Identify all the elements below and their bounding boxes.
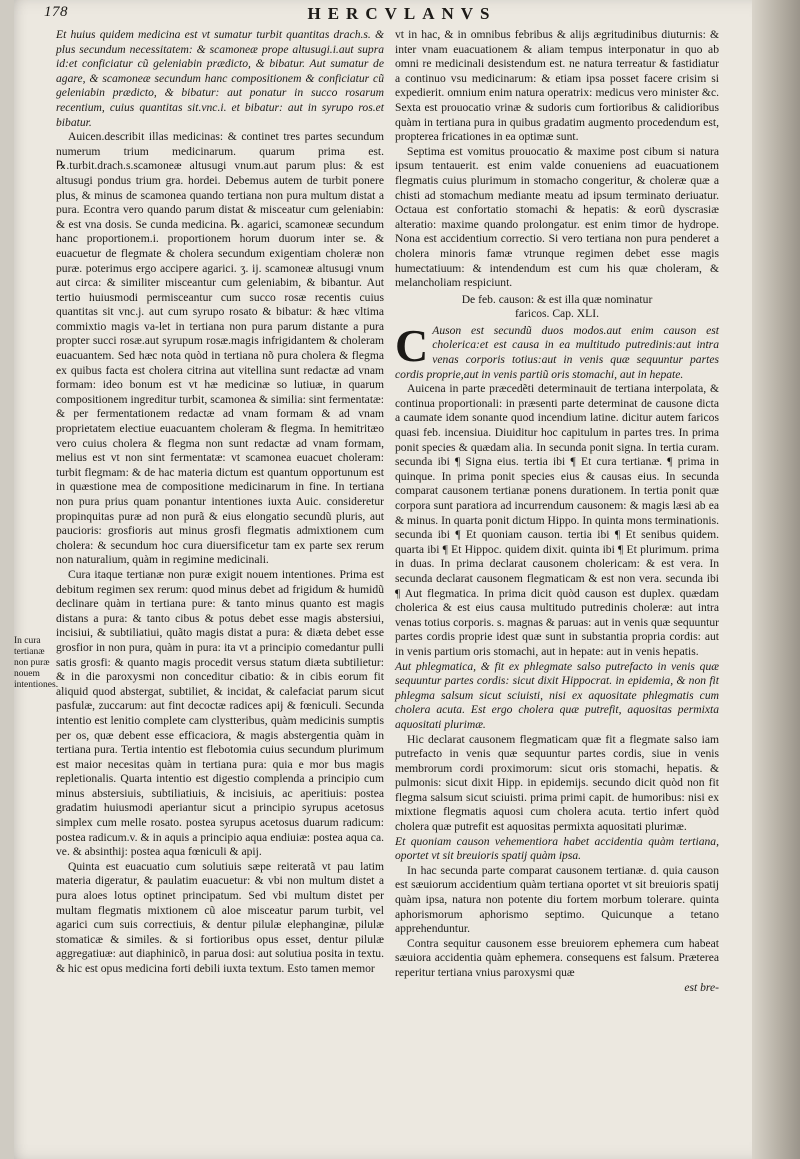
margin-note: In cura tertianæ non puræ nouem intentiones. [14,636,59,690]
paragraph: vt in hac, & in omnibus febribus & alijs ægritudinibus diuturnis: & inter vnam euacuationem & aliam tempus interponatur in quo ab omni re medicinali desistendum est. ne natura terreatur & fastidiatur a continuo vsu medicinarum: & etiam ipsa posset facere crisim si expedierit. omnium enim natura operatrix: medicus vero minister &c. Sexta est prouocatio vrinæ & sudoris cum fortioribus & calidioribus quàm in tertiana pura in quibus gradatim augmento procedendum est, propterea fricationes in ea optimæ sunt. [395,28,719,144]
left-column [56,28,384,977]
paragraph: Auicena in parte præcedẽti determinauit de tertiana interpolata, & continua proportionali: in præsenti parte determinat de causone dicta a caumate idem sonante quod incendium latine. dicitur autem faricos quasi feb. incensiua. Diuiditur hoc capitulum in partes tres. In prima ponit species & quædam alia. In secunda ponit signa. In tertia curam. secunda ibi ¶ Signa eius. tertia ibi ¶ Et cura tertianæ. ¶ prima in quinque. In prima ponit species eius & causas eius. In secunda comparat causonem tertianæ ponens durationem. In tertia ponit quæ corpora sunt paratiora ad incurrendum causonem: & magis læsi ab ea & minus. In quarta ponit dictum Hippo. In quinta mons terminationis. secunda ibi ¶ Et quoniam causon. tertia ibi ¶ Et senibus quidem. quarta ibi ¶ Et Hippoc. quidem dixit. quinta ibi ¶ Et plurimum. prima in duas. In prima declarat causonem cholericam: & est vera. In secunda declarat causonem flegmaticam & est non vera. secunda ibi ¶ Aut flegmatica. In prima dicit quòd causon est duplex. quædam cholerica & est eius causa multitudo putredinis choleræ: aut intra venas totius corporis. s. magnas & paruas: aut in venis quæ sequuntur partes cordis proprie idest quæ sunt in substantia propria cordis: aut in venis partium oris stomachi, aut in hepate: aut in venis hepatis. [395,382,719,658]
paragraph: Quinta est euacuatio cum solutiuis sæpe reiteratã vt pau latim materia digeratur, & paulatim euacuetur: & vbi non multum distet a pura aloes lotus optinet principatum. Sed vbi multum distet per multam flegmatis mixtionem cũ aloe misceatur parum turbit, vel agarici cum suis correctiuis, & dentur pilulæ elephanginæ, pilulæ stomaticæ & similes. & si fortioribus opus esset, dentur pilulæ aggregatiuæ: aut diaphinicõ, in parua dosi: aut solutiua posita in textu. & hic est opus medicina forti debili iuxta textum. Esto tamen memor [56,859,384,975]
opening-text: Auson est secundũ duos modos.aut enim causon est cholerica:et est causa in ea multitudo putredinis:aut intra venas corporis totius:aut in venis quæ sequuntur partes cordis proprie,aut in venis partiũ oris stomachi, aut in hepate. [395,323,719,381]
paragraph: In hac secunda parte comparat causonem tertianæ. d. quia causon est sæuiorum accidentium quàm tertiana oportet vt sit breuioris spatij quàm ipsa, natura non potente diu fortem morbum tolerare. quinta aphorismorum aphorismo septimo. Quicunque a tetano apprehenduntur. [395,863,719,936]
paragraph: Aut phlegmatica, & fit ex phlegmate salso putrefacto in venis quæ sequuntur partes cordis: sicut dixit Hippocrat. in epidemia, & non fit phlegma salsum sicut sciuisti, nisi ex aquositate phlegmatis cum cholera acuta. Est ergo cholera quæ putrefit, aquositas permixta aquositati plurimæ. [395,659,719,731]
paragraph: Hic declarat causonem flegmaticam quæ fit a flegmate salso iam putrefacto in venis quæ sequuntur partes cordis, siue in venis membrorum cordi proximorum: sicut oris stomachi, hepatis. & pulmonis: sicut dixit Hipp. in epidemijs. secundo dicit quòd non fit flegma salsum sicut sciuisti. prima primi capit. de humoribus: nisi ex mixtione flegmatis aquosi cum cholera acuta. tertio infert quòd cholera quæ putrefit est aquositas permixta aquositati plurimæ. [395,732,719,834]
paragraph: Cura itaque tertianæ non puræ exigit nouem intentiones. Prima est debitum regimen sex rerum: quod minus debet ad frigidum & humidũ declinare quàm in tertiana pure: & tanto minus quanto est magis distans a pura: & tanto cibus & potus debet esse magis abstersiui, incisiui, & subtiliatiui, quãto magis distat a pura: & diæta debet esse grosfior in non pura, quàm in pura: ita vt a principio comedantur pulli satis grosfi: & quanto magis procedit versus statum diæta subtilietur: & in die paroxysmi non conceditur cibatio: & in cibis eorum fit aliquid quod abstergat, subtiliet, & incidat, & calefaciat parum sicut pasfulæ, zuccarum: aut fint decoctæ radices apij & fœniculi. Secunda intentio est lenitio complete cam clystteribus, quàm medicinis sumptis per os, quæ debent esse efficaciora, & magis abstergentia quàm in tertiana pura. Tertia intentio est flebotomia cuius secundum plurimum est maior necesitas quàm in tertiana pura: quia e mor bus magis repletionalis. Quarta intentio est digestio complenda a principio cum minus abstersiuis, subtiliatiuis, & incisiuis, ac aperitiuis: postea gradatim huiusmodi aperiantur sicut a principio syrupus acetosus simplex cum melle rosato. postea syrupus acetosus duarum radicum: postea radicum.v. & in aquis a principio aqua endiuiæ: postea aqua ca. ve. & absinthij: postea aqua fœniculi & apij. [56,567,384,859]
page-number: 178 [44,4,68,20]
paragraph: Et huius quidem medicina est vt sumatur turbit quantitas drach.s. & plus secundum necessitatem: & scamoneæ prope altusugi.i.aut supra id:et conficiatur cũ geleniabin prædicto, & bibatur. Aut sumatur de agare, & scamoneæ secundum hanc compositionem & conficiatur cũ geleniabin prædicto, & bibatur: aut ponatur in succo rosarum recentium, cuius quantitas sit.vnc.i. et bibatur: aut in syrupo ros.et bibatur. [56,28,384,129]
running-title: HERCVLANVS [307,4,497,23]
paragraph: Septima est vomitus prouocatio & maxime post cibum si natura ipsum tentauerit. est enim valde conueniens ad euacuationem flegmatis cuius plurimum in stomacho congeritur, & choleræ quæ a chisti ad stomachum mediante meatu ad ipsum terminato deriuatur. Octaua est confortatio stomachi & hepatis: & eorũ dyscrasiæ alteratio: maxime quando prolongatur. est enim timor de hydrope. Nona est accidentium correctio. Si vero tertiana non pura penderet a cholera minoris famæ vtrunque regimen debet esse magis humectatiuum: & intendendum est cum his quæ choleram, & melancholiam respiciunt. [395,144,719,290]
catchword: est bre- [684,980,719,994]
paragraph: Contra sequitur causonem esse breuiorem ephemera cum habeat sæuiora accidentia quàm ephemera. consequens est falsum. Præterea reperitur tertiana vnius paroxysmi quæ [395,936,719,979]
chapter-title [395,293,719,322]
chapter-title-line2: faricos. Cap. XLI. [514,307,600,321]
right-column [395,28,719,995]
chapter-title-line1: De feb. causon: & est illa quæ nominatur [461,292,653,306]
page-header [44,4,760,26]
drop-cap: C [395,319,429,371]
paragraph: Et quoniam causon vehementiora habet accidentia quàm tertiana, oportet vt sit breuioris spatij quàm ipsa. [395,834,719,863]
chapter-opening [395,319,719,382]
book-spine [752,0,800,1159]
paragraph: Auicen.describit illas medicinas: & continet tres partes secundum numerum trium medicinarum. quarum prima est. ℞.turbit.drach.s.scamoneæ altusugi vnum.aut parum plus: & est altusugi pondus trium gra. hordei. Debemus autem de turbit ponere plus, & minus de scamonea quando tertiana non pura multum distat a pura. Econtra vero quando parum distat & misceatur cum geleniabin: & est vna dosis. Se cunda medicina. ℞. agarici, scamoneæ secundum hanc proportionem.i. proportionem horum duorum inter se. & euacuetur de flegmate & cholera secundum exigentiam choleræ non puræ. poterimus ergo accipere agarici. ʒ. ij. scamoneæ altusugi vnum aut circa: & similiter misceantur cum geleniabim, & bibantur. Aut tertio huiusmodi permisceantur cum succo rosæ recentis cuius quantitas sit vnc.j. aut cum syrupo rosato & bibatur: & hæc vltima commixtio magis va-let in tertiana non pura parum distante a pura propter succi rosæ.aut syrupum rosæ.magis infrigidantem & choleram euacuantem. Sed hæc nota quòd in tertiana nõ pura cholera & flegma ex quibus facta est cholera citrina aut vitellina sunt redactæ ad vnam formam: ideo bonum est vt hæ medicinæ so lutiuæ, in quarum compositionem ingreditur turbit, scamonea & similia: sint fermentatæ: & per fermentationem redactæ ad vnam formam & ad vnam proprietatem electiue euacuantem choleram & flegma. In hemitritæo vero cuius cholera & flegma non sunt redactæ ad vnam formam, melius est vt non sint fermentatæ: vt scamonea euacuet choleram: turbit flegmam: & de hac materia dictum est quantum opportunum est in quæstione mea de compositione medicinarum in fine. In tertiana non pura prius quam ponantur intentiones iuxta Auic. consideretur propinquitas puræ ad non purã & eius elongatio secundũ pluris, aut paucioris: grosfioris aut minus grosfi flegmatis admixtionem cum cholera: & secundum hoc cura diuersificetur tam ex parte sex rerum non naturalium, quàm in regimine medicinali. [56,130,384,567]
